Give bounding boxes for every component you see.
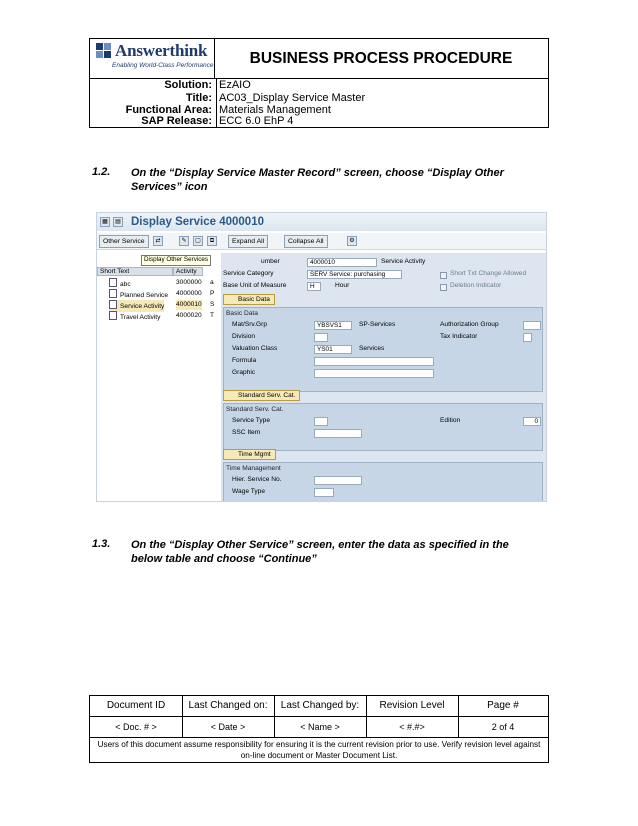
collapse-all-button[interactable]	[284, 235, 328, 248]
tree-row-activity: 4000010	[176, 301, 202, 308]
meta-value: ECC 6.0 EhP 4	[219, 115, 294, 127]
footer-header-last-changed-on: Last Changed on:	[188, 700, 268, 711]
standard-serv-cat-tab[interactable]	[223, 390, 300, 401]
tree-row-extra: P	[210, 290, 215, 297]
sap-toolbar	[97, 233, 546, 250]
ssc-item-label: SSC Item	[232, 429, 261, 436]
auth-group-label: Authorization Group	[440, 321, 499, 328]
meta-value: AC03_Display Service Master	[219, 91, 366, 104]
auth-group-field[interactable]	[523, 321, 541, 330]
document-icon	[109, 278, 117, 287]
logo-grid-icon	[96, 43, 112, 59]
document-footer	[89, 695, 549, 763]
service-description: Service Activity	[381, 258, 426, 265]
sap-window-title: Display Service 4000010	[131, 216, 264, 228]
sap-title-bar	[97, 213, 546, 231]
ssc-item-field[interactable]	[314, 429, 362, 438]
service-type-label: Service Type	[232, 417, 270, 424]
matl-grp-description: SP-Services	[359, 321, 396, 328]
valuation-class-description: Services	[359, 345, 385, 352]
meta-row-title	[90, 92, 548, 105]
basic-data-title: Basic Data	[226, 310, 258, 317]
graphic-dropdown[interactable]	[314, 369, 434, 378]
meta-label: Title:	[185, 91, 212, 104]
service-category-field[interactable]	[307, 270, 402, 279]
standard-serv-cat-section	[223, 403, 543, 451]
basic-data-tab-label: Basic Data	[238, 296, 270, 303]
edition-field[interactable]: 0	[523, 417, 541, 426]
logo-name: Answerthink	[115, 41, 208, 60]
document-header	[89, 38, 549, 128]
meta-value: EzAIO	[219, 79, 251, 91]
division-field[interactable]	[314, 333, 328, 342]
meta-row-sap-release	[90, 115, 548, 128]
footer-revision: < #.#>	[399, 722, 425, 732]
edit-icon[interactable]: ✎	[179, 236, 189, 246]
company-logo	[90, 39, 215, 78]
wage-type-field[interactable]	[314, 488, 334, 497]
service-tree	[97, 267, 217, 502]
standard-serv-cat-tab-label: Standard Serv. Cat.	[238, 392, 296, 399]
basic-data-tab[interactable]	[223, 294, 275, 305]
service-category-label: Service Category	[223, 270, 274, 277]
step-number: 1.3.	[92, 538, 111, 550]
tree-row-text: abc	[120, 281, 131, 288]
tree-row-selected[interactable]	[97, 300, 217, 310]
expand-all-label: Expand All	[232, 238, 265, 245]
service-number-field[interactable]: 4000010	[307, 258, 377, 267]
division-label: Division	[232, 333, 256, 340]
tree-col-activity: Activity	[173, 267, 203, 276]
meta-label: SAP Release:	[141, 115, 212, 127]
step-instruction: On the “Display Service Master Record” screen, choose “Display Other Services” icon	[131, 167, 504, 193]
valuation-class-field[interactable]: YS01	[314, 345, 352, 354]
footer-page-number: 2 of 4	[491, 722, 515, 732]
footer-name: < Name >	[300, 722, 340, 732]
footer-header-revision: Revision Level	[379, 700, 445, 711]
collapse-all-label: Collapse All	[288, 238, 324, 245]
time-mgmt-tab[interactable]	[223, 449, 276, 460]
tree-row-text: Planned Service	[120, 292, 169, 299]
tree-row-text: Service Activity	[120, 303, 165, 310]
display-change-icon[interactable]: ⇄	[153, 236, 163, 246]
basic-data-section	[223, 307, 543, 392]
meta-row-solution	[90, 79, 548, 92]
graphic-label: Graphic	[232, 369, 256, 376]
step-number: 1.2.	[92, 166, 111, 178]
tree-row-activity: 4000020	[176, 312, 202, 319]
edition-label: Edition	[440, 417, 461, 424]
logo-tagline: Enabling World-Class Performance	[112, 62, 214, 69]
wage-type-label: Wage Type	[232, 488, 265, 495]
formula-label: Formula	[232, 357, 257, 364]
document-icon[interactable]: ▤	[113, 217, 123, 227]
meta-label: Solution:	[164, 79, 212, 91]
grid-icon[interactable]: ▦	[100, 217, 110, 227]
step-instruction: On the “Display Other Service” screen, enter the data as specified in the below table and choose “Continue”	[131, 539, 509, 565]
time-mgmt-tab-label: Time Mgmt	[238, 451, 271, 458]
footer-note: Users of this document assume responsibility for ensuring it is the current revision prior to use. Verify revision level against on-line document or Master Document List.	[97, 740, 541, 760]
tree-row-activity: 3000000	[176, 279, 202, 286]
footer-doc-id: < Doc. # >	[115, 722, 157, 732]
matl-grp-field[interactable]: YBSVS1	[314, 321, 352, 330]
standard-serv-cat-title: Standard Serv. Cat.	[226, 406, 284, 413]
tree-row-text: Travel Activity	[120, 314, 161, 321]
header-top-row	[90, 39, 548, 79]
tax-indicator-field[interactable]	[523, 333, 532, 342]
document-icon	[109, 300, 117, 309]
tooltip	[141, 255, 211, 266]
time-management-section	[223, 462, 543, 502]
footer-header-page: Page #	[487, 700, 519, 711]
number-label: umber	[261, 258, 280, 265]
deletion-indicator-label: Deletion Indicator	[450, 282, 502, 289]
footer-header-doc-id: Document ID	[106, 700, 166, 711]
tree-row-extra: T	[210, 312, 215, 319]
tooltip-text: Display Other Services	[144, 256, 209, 263]
service-category-value: SERV Service: purchasing	[310, 271, 386, 278]
service-type-field[interactable]	[314, 417, 328, 426]
base-uom-field[interactable]: H	[307, 282, 321, 291]
create-icon[interactable]: ▢	[193, 236, 203, 246]
footer-header-last-changed-by: Last Changed by:	[280, 700, 360, 711]
tree-row-activity: 4000000	[176, 290, 202, 297]
other-service-button[interactable]	[99, 235, 149, 248]
formula-dropdown[interactable]	[314, 357, 434, 366]
service-master-form	[221, 253, 547, 502]
short-txt-change-checkbox[interactable]	[440, 272, 447, 279]
document-icon	[109, 311, 117, 320]
short-txt-change-label: Short Txt Change Allowed	[450, 270, 527, 277]
tree-col-short-text: Short Text	[97, 267, 173, 276]
tree-row-extra: S	[210, 301, 215, 308]
document-title: BUSINESS PROCESS PROCEDURE	[249, 50, 513, 67]
base-uom-label: Base Unit of Measure	[223, 282, 287, 289]
tree-row-extra: a	[210, 279, 214, 286]
hier-service-label: Hier. Service No.	[232, 476, 282, 483]
sap-screenshot	[96, 212, 547, 502]
tax-indicator-label: Tax Indicator	[440, 333, 478, 340]
footer-date: < Date >	[210, 722, 246, 732]
matl-grp-label: Mat/Srv.Grp	[232, 321, 268, 328]
meta-value: Materials Management	[219, 104, 331, 116]
base-uom-description: Hour	[335, 282, 350, 289]
hier-service-field[interactable]	[314, 476, 362, 485]
meta-label: Functional Area:	[125, 104, 212, 116]
valuation-class-label: Valuation Class	[232, 345, 278, 352]
deletion-indicator-checkbox[interactable]	[440, 284, 447, 291]
settings-icon[interactable]: ⚙	[347, 236, 357, 246]
document-icon	[109, 289, 117, 298]
expand-all-button[interactable]	[228, 235, 268, 248]
other-service-label: Other Service	[103, 238, 145, 245]
copy-icon[interactable]: ⧉	[207, 236, 217, 246]
time-management-title: Time Management	[226, 465, 281, 472]
